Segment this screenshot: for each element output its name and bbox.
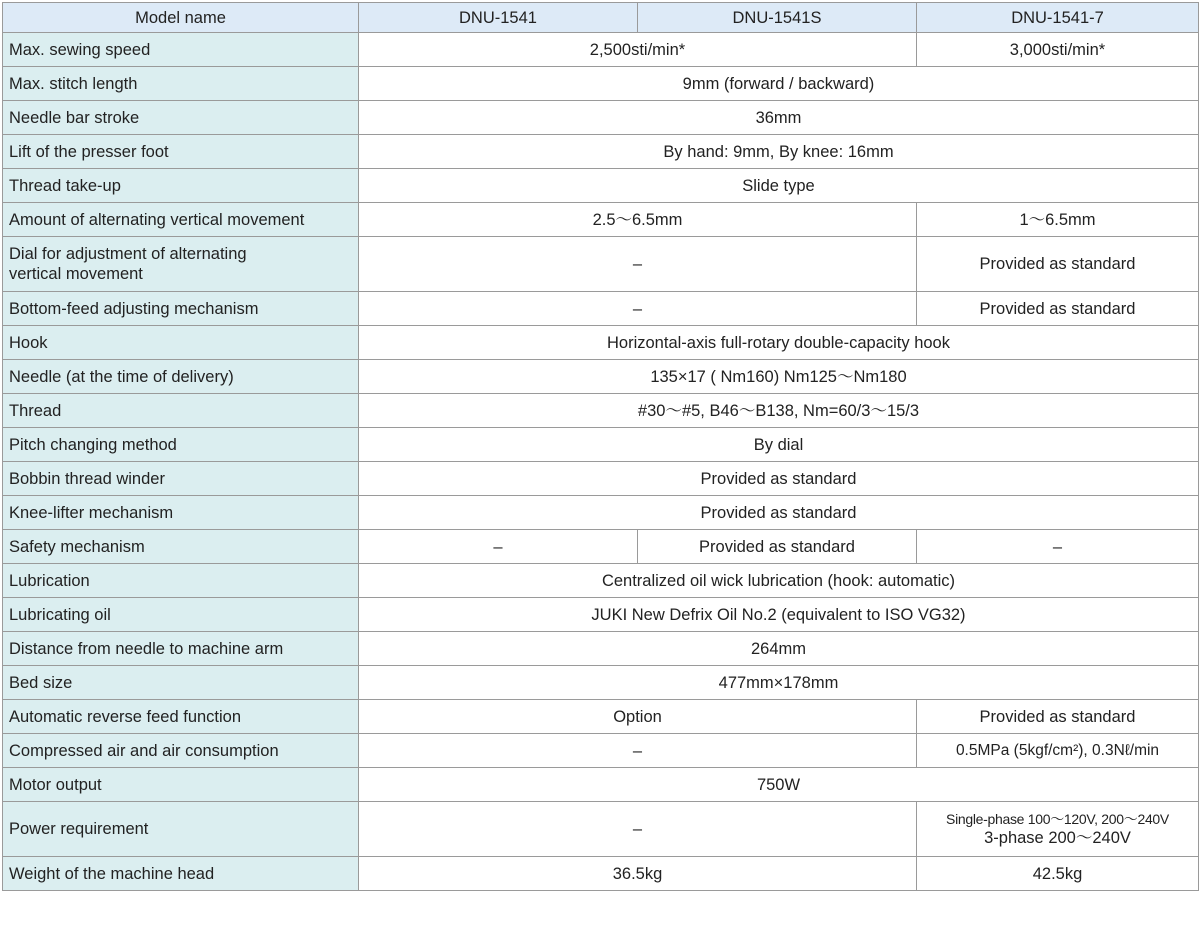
table-row — [3, 564, 1199, 598]
table-row — [3, 462, 1199, 496]
cell-value: – — [359, 530, 638, 564]
cell-value: 36.5kg — [359, 857, 917, 891]
cell-value: Provided as standard — [917, 700, 1199, 734]
table-row — [3, 135, 1199, 169]
cell-value: 1～6.5mm — [917, 203, 1199, 237]
table-row — [3, 802, 1199, 857]
table-row — [3, 203, 1199, 237]
row-label: Bed size — [3, 666, 359, 700]
cell-value: Provided as standard — [917, 237, 1199, 292]
table-row — [3, 33, 1199, 67]
model-name-header: Model name — [3, 3, 359, 33]
cell-value: Horizontal-axis full-rotary double-capacity hook — [359, 326, 1199, 360]
cell-value: – — [917, 530, 1199, 564]
row-label: Distance from needle to machine arm — [3, 632, 359, 666]
model-dnu-1541-7-header: DNU-1541-7 — [917, 3, 1199, 33]
row-label: Max. sewing speed — [3, 33, 359, 67]
row-label: Weight of the machine head — [3, 857, 359, 891]
power-line1: Single-phase 100～120V, 200～240V — [946, 811, 1169, 827]
cell-value: Option — [359, 700, 917, 734]
table-row — [3, 496, 1199, 530]
table-row — [3, 428, 1199, 462]
cell-value: 3,000sti/min* — [917, 33, 1199, 67]
table-row — [3, 360, 1199, 394]
header-row — [3, 3, 1199, 33]
row-label: Compressed air and air consumption — [3, 734, 359, 768]
cell-value: Provided as standard — [917, 292, 1199, 326]
cell-value: 9mm (forward / backward) — [359, 67, 1199, 101]
row-label: Max. stitch length — [3, 67, 359, 101]
cell-value — [917, 802, 1199, 857]
table-row — [3, 326, 1199, 360]
row-label: Automatic reverse feed function — [3, 700, 359, 734]
table-row — [3, 768, 1199, 802]
model-dnu-1541s-header: DNU-1541S — [638, 3, 917, 33]
row-label: Lift of the presser foot — [3, 135, 359, 169]
cell-value: Provided as standard — [638, 530, 917, 564]
table-row — [3, 734, 1199, 768]
table-row — [3, 169, 1199, 203]
row-label: Hook — [3, 326, 359, 360]
spec-table — [2, 2, 1199, 891]
table-row — [3, 598, 1199, 632]
cell-value: #30～#5, B46～B138, Nm=60/3～15/3 — [359, 394, 1199, 428]
power-line2: 3-phase 200～240V — [984, 829, 1131, 847]
cell-value: By hand: 9mm, By knee: 16mm — [359, 135, 1199, 169]
row-label: Amount of alternating vertical movement — [3, 203, 359, 237]
row-label: Power requirement — [3, 802, 359, 857]
table-row — [3, 530, 1199, 564]
cell-value: 42.5kg — [917, 857, 1199, 891]
cell-value: – — [359, 292, 917, 326]
table-row — [3, 67, 1199, 101]
cell-value: 135×17 ( Nm160) Nm125～Nm180 — [359, 360, 1199, 394]
cell-value: 750W — [359, 768, 1199, 802]
row-label: Needle bar stroke — [3, 101, 359, 135]
row-label: Knee-lifter mechanism — [3, 496, 359, 530]
cell-value: 2,500sti/min* — [359, 33, 917, 67]
row-label: Pitch changing method — [3, 428, 359, 462]
table-row — [3, 292, 1199, 326]
row-label: Motor output — [3, 768, 359, 802]
row-label: Bobbin thread winder — [3, 462, 359, 496]
row-label-line2: vertical movement — [9, 265, 143, 283]
table-row — [3, 666, 1199, 700]
cell-value: 477mm×178mm — [359, 666, 1199, 700]
cell-value: 0.5MPa (5kgf/cm²), 0.3Nℓ/min — [917, 734, 1199, 768]
model-dnu-1541-header: DNU-1541 — [359, 3, 638, 33]
row-label: Lubricating oil — [3, 598, 359, 632]
table-row — [3, 237, 1199, 292]
cell-value: Provided as standard — [359, 496, 1199, 530]
cell-value: – — [359, 802, 917, 857]
cell-value: By dial — [359, 428, 1199, 462]
cell-value: JUKI New Defrix Oil No.2 (equivalent to ISO VG32) — [359, 598, 1199, 632]
row-label: Safety mechanism — [3, 530, 359, 564]
row-label: Thread — [3, 394, 359, 428]
table-row — [3, 394, 1199, 428]
cell-value: Centralized oil wick lubrication (hook: automatic) — [359, 564, 1199, 598]
row-label: Thread take-up — [3, 169, 359, 203]
row-label: Needle (at the time of delivery) — [3, 360, 359, 394]
cell-value: – — [359, 237, 917, 292]
row-label: Lubrication — [3, 564, 359, 598]
row-label — [3, 237, 359, 292]
cell-value: 2.5～6.5mm — [359, 203, 917, 237]
cell-value: Slide type — [359, 169, 1199, 203]
cell-value: Provided as standard — [359, 462, 1199, 496]
row-label: Bottom-feed adjusting mechanism — [3, 292, 359, 326]
cell-value: – — [359, 734, 917, 768]
table-row — [3, 700, 1199, 734]
table-row — [3, 857, 1199, 891]
cell-value: 264mm — [359, 632, 1199, 666]
table-row — [3, 101, 1199, 135]
row-label-line1: Dial for adjustment of alternating — [9, 245, 247, 263]
table-row — [3, 632, 1199, 666]
cell-value: 36mm — [359, 101, 1199, 135]
